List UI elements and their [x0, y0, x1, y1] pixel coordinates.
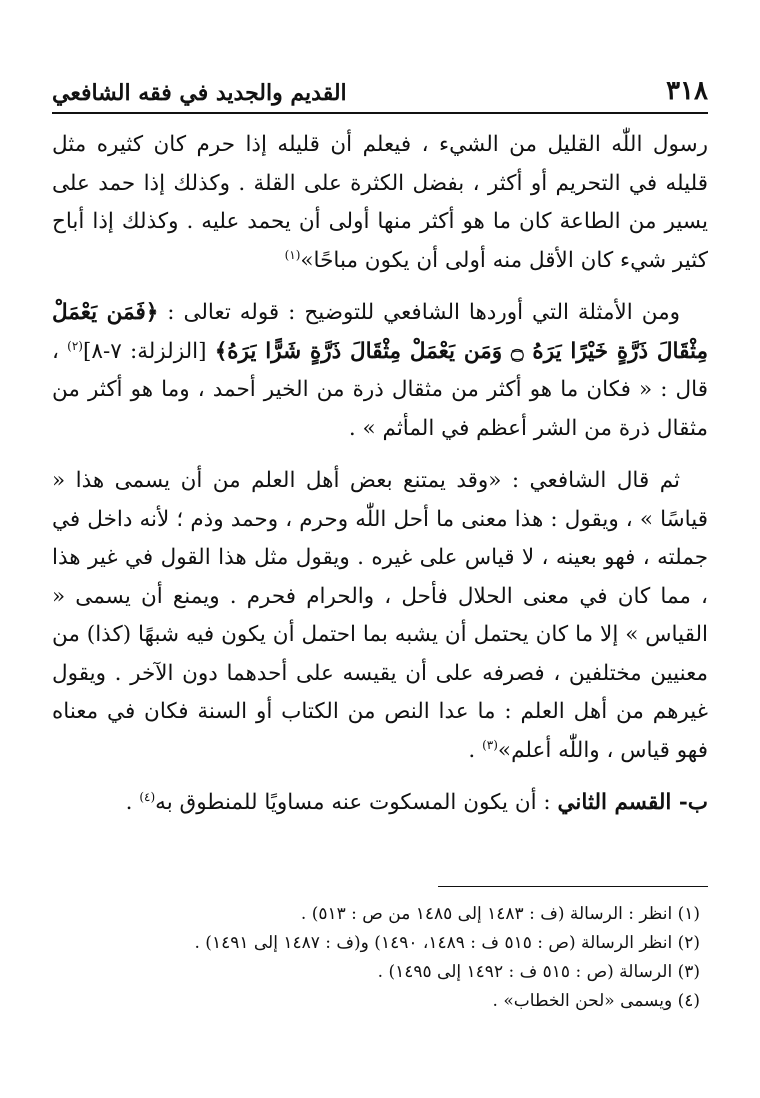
section-heading: ب- القسم الثاني — [557, 790, 708, 815]
paragraph-2 — [52, 294, 708, 448]
footnote-1: (١) انظر : الرسالة (ف : ١٤٨٣ إلى ١٤٨٥ من ص : ٥١٣) . — [300, 904, 700, 924]
footnote-4: (٤) ويسمى «لحن الخطاب» . — [492, 991, 700, 1011]
paragraph-text: ، قال : « فكان ما هو أكثر من مثقال ذرة من الخير أحمد ، وما هو أكثر من مثقال ذرة من الشر أعظم في المأثم » . — [52, 338, 708, 441]
paragraph-lead: ومن الأمثلة التي أوردها الشافعي للتوضيح : قوله تعالى : — [158, 300, 680, 325]
running-header — [52, 62, 708, 114]
surah-reference: [الزلزلة: ٧-٨] — [82, 338, 215, 364]
footnote-ref: (١) — [284, 247, 301, 262]
paragraph-4 — [52, 784, 708, 823]
paragraph-end: . — [125, 790, 140, 815]
paragraph-text: رسول اللّٰه القليل من الشيء ، فيعلم أن قليله إذا حرم كان كثيره مثل قليله في التحريم أو أكثر ، بفضل الكثرة على القلة . وكذلك إذا حمد على يسير من الطاعة كان ما هو أكثر منها أولى أن يحمد عليه . وكذلك إذا أباح كثير شيء كان الأقل منه أولى أن يكون مباحًا» — [52, 132, 708, 273]
quran-verse: ﴿فَمَن يَعْمَلْ مِثْقَالَ ذَرَّةٍ خَيْرًا يَرَهُ ۝ وَمَن يَعْمَلْ مِثْقَالَ ذَرَّةٍ شَرًّا يَرَهُ﴾ — [52, 300, 708, 364]
paragraph-3 — [52, 462, 708, 770]
footnote-divider — [438, 886, 708, 887]
paragraph-text: : أن يكون المسكوت عنه مساويًا للمنطوق به — [155, 790, 558, 815]
paragraph-1 — [52, 126, 708, 280]
running-title: القديم والجديد في فقه الشافعي — [52, 80, 347, 106]
page-number: ٣١٨ — [666, 76, 708, 106]
footnote-ref: (٣) — [482, 737, 498, 752]
paragraph-end: . — [468, 737, 483, 763]
footnote-ref: (٢) — [67, 338, 83, 353]
paragraph-text: ثم قال الشافعي : «وقد يمتنع بعض أهل العلم من أن يسمى هذا « قياسًا » ، ويقول : هذا معنى ما أحل اللّٰه وحرم ، وحمد وذم ؛ لأنه داخل في جملته ، فهو بعينه ، لا قياس على غيره . ويقول مثل هذا القول في غير هذا ، مما كان في معنى الحلال فأحل ، والحرام فحرم . ويمنع أن يسمى « القياس » إلا ما كان يحتمل أن يشبه بما احتمل أن يكون فيه شبهًا (كذا) من معنيين مختلفين ، فصرفه على أن يقيسه على أحدهما دون الآخر . ويقول غيرهم من أهل العلم : ما عدا النص من الكتاب أو السنة فكان في معناه فهو قياس ، واللّٰه أعلم» — [52, 468, 708, 763]
footnote-3: (٣) الرسالة (ص : ٥١٥ ف : ١٤٩٢ إلى ١٤٩٥) . — [377, 962, 700, 982]
footnote-2: (٢) انظر الرسالة (ص : ٥١٥ ف : ١٤٨٩، ١٤٩٠) و(ف : ١٤٨٧ إلى ١٤٩١) . — [194, 933, 700, 953]
main-text — [52, 126, 708, 823]
footnotes — [52, 900, 700, 1016]
footnote-ref: (٤) — [139, 789, 156, 804]
